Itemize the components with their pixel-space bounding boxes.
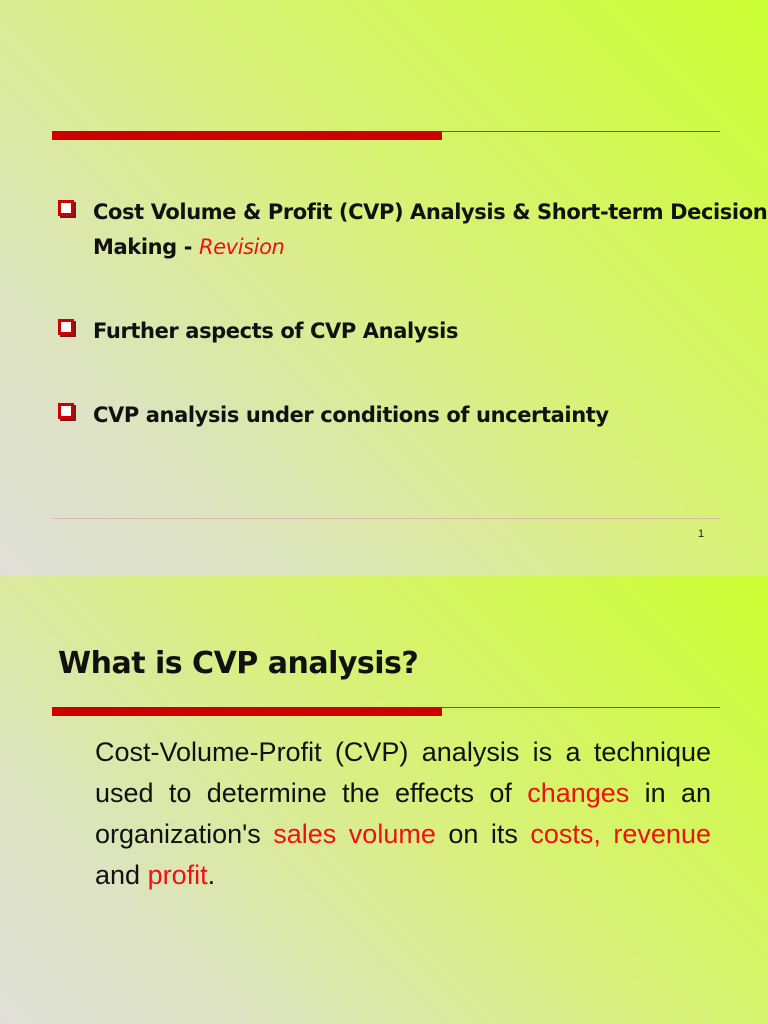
body-text: and (95, 860, 148, 890)
bullet-1-emphasis: Revision (198, 235, 285, 259)
highlight-profit: profit (147, 860, 208, 890)
page-number: 1 (698, 528, 705, 540)
checkbox-bullet-icon (58, 200, 74, 216)
title-rule-thick (52, 131, 442, 140)
bullet-text-3: CVP analysis under conditions of uncertainty (93, 403, 609, 427)
body-text: Cost-Volume-Profit (CVP) analysis is a technique used to determine the effects of (95, 737, 711, 808)
checkbox-bullet-icon (58, 403, 74, 419)
slide-title: What is CVP analysis? (58, 646, 419, 681)
body-paragraph (95, 732, 711, 896)
slide-2 (0, 576, 768, 1024)
highlight-sales-volume: sales volume (273, 819, 436, 849)
body-text: in an organization's (95, 778, 711, 849)
bullet-item-3 (58, 398, 609, 433)
title-rule-thin (442, 707, 720, 708)
highlight-costs-revenue: costs, revenue (530, 819, 711, 849)
title-rule-thin (442, 131, 720, 132)
bullet-text-2: Further aspects of CVP Analysis (93, 319, 459, 343)
body-text: . (207, 860, 216, 890)
bullet-text-1 (93, 195, 768, 265)
bullet-item-1 (58, 195, 768, 265)
title-rule-thick (52, 707, 442, 716)
highlight-changes: changes (527, 778, 630, 808)
footer-rule (52, 518, 720, 519)
body-text: on its (435, 819, 531, 849)
title-rule (52, 707, 720, 717)
bullet-1-main: Cost Volume & Profit (CVP) Analysis & Short-term Decision Making - (93, 200, 768, 259)
bullet-item-2 (58, 314, 458, 349)
checkbox-bullet-icon (58, 319, 74, 335)
title-rule (52, 131, 720, 141)
